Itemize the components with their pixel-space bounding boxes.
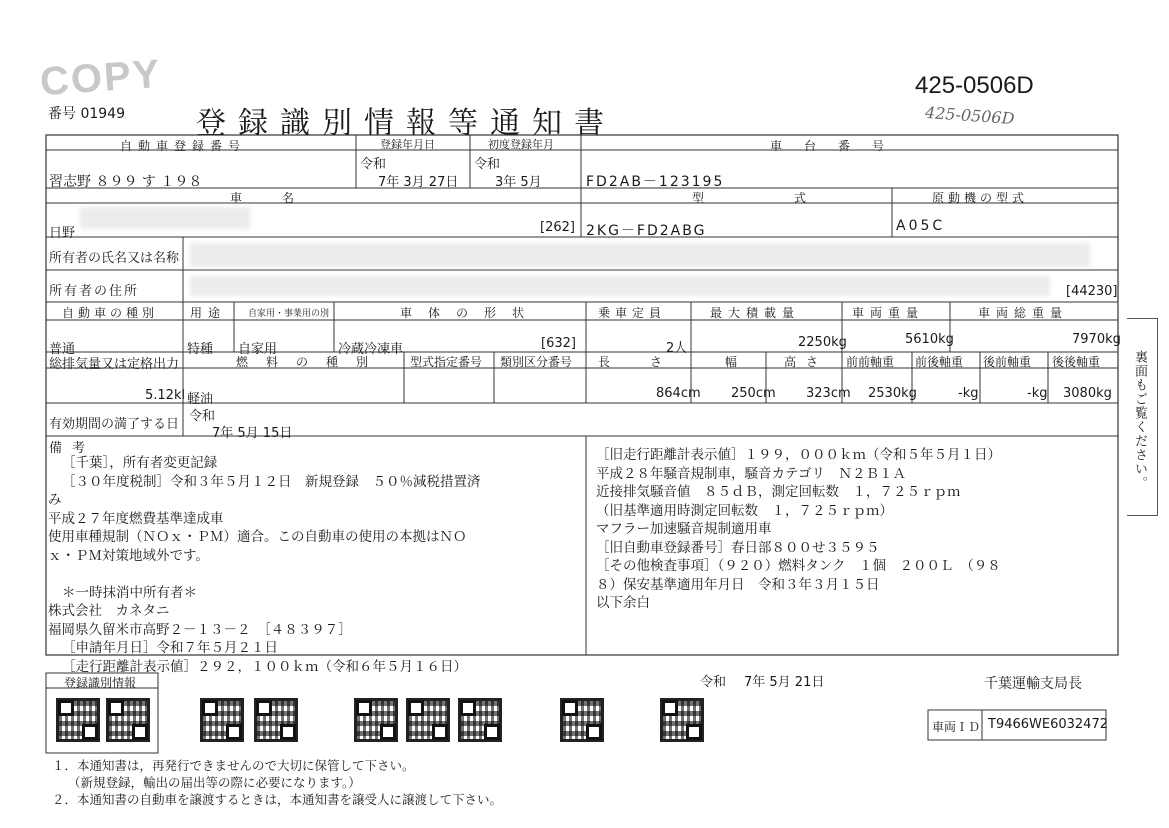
label-front-front-axle: 前前軸重 bbox=[846, 355, 895, 369]
remark-line: ＊一時抹消中所有者＊ bbox=[62, 584, 197, 601]
note-2: ２．本通知書の自動車を譲渡するときは，本通知書を譲受人に譲渡して下さい。 bbox=[52, 792, 503, 807]
qr-code bbox=[200, 698, 244, 742]
label-length: 長さ bbox=[598, 355, 703, 369]
redacted-area bbox=[80, 207, 250, 229]
expiry-era: 令和 bbox=[189, 409, 216, 424]
remark-line: ８）保安基準適用年月日 令和３年３月１５日 bbox=[596, 576, 880, 593]
qr-code bbox=[560, 698, 604, 742]
remark-line: 以下余白 bbox=[596, 595, 650, 611]
qr-code bbox=[106, 698, 150, 742]
length: 864cm bbox=[656, 386, 701, 401]
label-owner-name: 所有者の氏名又は名称 bbox=[49, 251, 180, 266]
body-shape: 冷蔵冷凍車 bbox=[338, 342, 404, 357]
side-note: 裏面もご覧ください。 bbox=[1132, 350, 1147, 490]
remark-line: マフラー加速騒音規制適用車 bbox=[596, 521, 772, 537]
remark-line: ｘ・ＰＭ対策地域外です。 bbox=[48, 547, 209, 564]
note-1: １．本通知書は，再発行できませんので大切に保管して下さい。 bbox=[52, 758, 415, 773]
serial-number: 番号 01949 bbox=[48, 106, 125, 122]
redacted-owner-address bbox=[190, 276, 1050, 296]
qr-code bbox=[406, 698, 450, 742]
height: 323cm bbox=[806, 386, 851, 401]
copy-stamp: COPY bbox=[38, 51, 163, 105]
usage: 特種 bbox=[187, 342, 214, 357]
label-registration-number: 自動車登録番号 bbox=[120, 139, 247, 153]
remark-line: ［申請年月日］令和７年５月２１日 bbox=[62, 640, 278, 656]
label-category-number: 類別区分番号 bbox=[500, 355, 573, 369]
label-usage: 用途 bbox=[190, 306, 227, 320]
remark-line: 株式会社 カネタニ bbox=[48, 603, 170, 619]
remark-line bbox=[62, 565, 481, 584]
remark-line: 使用車種規制（ＮＯｘ・ＰＭ）適合。この自動車の使用の本拠はＮＯ bbox=[48, 529, 467, 545]
label-model: 型式 bbox=[692, 191, 897, 205]
label-height: 高さ bbox=[784, 355, 829, 369]
qr-code bbox=[354, 698, 398, 742]
remarks-left bbox=[48, 454, 481, 676]
vehicle-kind: 普通 bbox=[49, 342, 76, 357]
label-registration-id: 登録識別情報 bbox=[64, 676, 137, 690]
document-title: 登録識別情報等通知書 bbox=[196, 106, 616, 141]
vehicle-weight: 5610kg bbox=[905, 332, 954, 347]
label-front-rear-axle: 前後軸重 bbox=[915, 355, 964, 369]
label-body-shape: 車体の形状 bbox=[400, 306, 541, 320]
displacement: 5.12kl bbox=[145, 388, 186, 403]
label-engine-model: 原動機の型式 bbox=[932, 191, 1029, 205]
plate-number: 習志野 ８９９ す １９８ bbox=[49, 174, 203, 190]
issue-date: 7年 5月 21日 bbox=[744, 675, 825, 690]
handwritten-reference: 425-0506D bbox=[924, 102, 1016, 129]
label-capacity: 乗車定員 bbox=[598, 306, 667, 320]
label-private-business: 自家用・事業用の別 bbox=[248, 309, 330, 319]
note-1-sub: （新規登録，輸出の届出等の際に必要になります。） bbox=[68, 775, 361, 790]
rear-rear-axle-weight: 3080kg bbox=[1063, 386, 1112, 401]
remark-line: ［旧走行距離計表示値］１９９，０００ｋｍ（令和５年５月１日） bbox=[596, 447, 1001, 463]
qr-code bbox=[254, 698, 298, 742]
label-rear-front-axle: 後前軸重 bbox=[983, 355, 1032, 369]
capacity: 2人 bbox=[666, 341, 688, 356]
label-car-name: 車名 bbox=[230, 191, 335, 205]
label-remarks: 備考 bbox=[49, 441, 96, 456]
qr-code bbox=[56, 698, 100, 742]
car-maker: 日野 bbox=[49, 226, 76, 241]
registration-era: 令和 bbox=[360, 157, 387, 172]
remarks-right bbox=[596, 446, 1001, 613]
label-vehicle-kind: 自動車の種別 bbox=[62, 306, 159, 320]
first-registration-date: 3年 5月 bbox=[495, 175, 542, 190]
label-displacement: 総排気量又は定格出力 bbox=[49, 357, 180, 372]
front-rear-axle-weight: -kg bbox=[958, 386, 979, 401]
remark-line: （旧基準適用時測定回転数 １，７２５ｒｐｍ） bbox=[596, 502, 893, 519]
rear-front-axle-weight: -kg bbox=[1027, 386, 1048, 401]
chassis-number: FD2AB－123195 bbox=[586, 174, 725, 190]
car-maker-code: [262] bbox=[540, 220, 575, 235]
remark-line: 平成２８年騒音規制車，騒音カテゴリ Ｎ２Ｂ１Ａ bbox=[596, 465, 906, 482]
remark-line: 福岡県久留米市高野２－１３－２ ［４８３９７］ bbox=[48, 621, 352, 638]
label-first-registration: 初度登録年月 bbox=[488, 138, 554, 151]
issue-era: 令和 bbox=[700, 675, 727, 690]
redacted-owner-name bbox=[190, 243, 1090, 267]
remark-line: ［走行距離計表示値］２９２，１００ｋｍ（令和６年５月１６日） bbox=[62, 658, 467, 675]
remark-line: ［旧自動車登録番号］春日部８００せ３５９５ bbox=[596, 539, 880, 556]
label-vehicle-id: 車両ＩＤ bbox=[932, 720, 981, 734]
remark-line: 近接排気騒音値 ８５ｄＢ，測定回転数 １，７２５ｒｐｍ bbox=[596, 484, 961, 500]
model-code: 2KG－FD2ABG bbox=[586, 223, 707, 239]
address-code: [44230] bbox=[1066, 284, 1118, 299]
body-code: [632] bbox=[541, 336, 576, 351]
vehicle-id: T9466WE6032472 bbox=[988, 717, 1108, 732]
expiry-date: 7年 5月 15日 bbox=[212, 426, 293, 441]
max-load: 2250kg bbox=[798, 335, 847, 350]
label-expiry: 有効期間の満了する日 bbox=[49, 417, 180, 432]
reference-number: 425-0506D bbox=[915, 72, 1034, 99]
label-chassis-number: 車台番号 bbox=[770, 139, 907, 153]
label-owner-address: 所有者の住所 bbox=[49, 284, 140, 299]
label-fuel-type: 燃料の種別 bbox=[236, 355, 387, 369]
label-max-load: 最大積載量 bbox=[710, 306, 801, 320]
remark-line: 平成２７年度燃費基準達成車 bbox=[48, 510, 224, 527]
label-gross-weight: 車両総重量 bbox=[978, 306, 1069, 320]
remark-line: ［その他検査事項］（９２０）燃料タンク １個 ２００Ｌ （９８ bbox=[596, 558, 1001, 574]
gross-weight: 7970kg bbox=[1072, 332, 1121, 347]
remark-line: ［３０年度税制］令和３年５月１２日 新規登録 ５０％減税措置済 bbox=[62, 473, 481, 490]
front-front-axle-weight: 2530kg bbox=[868, 386, 917, 401]
qr-code bbox=[458, 698, 502, 742]
private-business: 自家用 bbox=[238, 342, 278, 357]
registration-date: 7年 3月 27日 bbox=[378, 175, 459, 190]
issuer: 千葉運輸支局長 bbox=[984, 676, 1082, 692]
engine-model: A05C bbox=[896, 218, 946, 234]
remark-line: み bbox=[48, 492, 62, 508]
label-rear-rear-axle: 後後軸重 bbox=[1052, 355, 1101, 369]
label-width: 幅 bbox=[725, 355, 744, 369]
width: 250cm bbox=[731, 386, 776, 401]
label-registration-date: 登録年月日 bbox=[380, 138, 435, 151]
first-registration-era: 令和 bbox=[474, 157, 501, 172]
remark-line: ［千葉］，所有者変更記録 bbox=[62, 455, 218, 471]
fuel-type: 軽油 bbox=[187, 392, 214, 407]
label-vehicle-weight: 車両重量 bbox=[852, 306, 925, 320]
qr-code bbox=[660, 698, 704, 742]
label-type-designation: 型式指定番号 bbox=[410, 355, 483, 369]
